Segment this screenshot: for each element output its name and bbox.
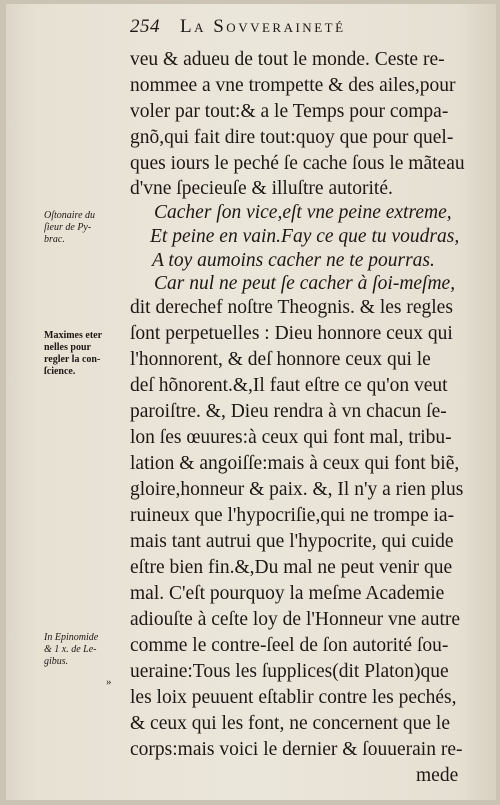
verse-line: Cacher ſon vice,eſt vne peine extreme,	[154, 202, 452, 223]
margin-note-line: nelles pour	[44, 342, 91, 353]
margin-note-maximes	[44, 330, 102, 378]
verse-line: A toy aumoins cacher ne te pourras.	[152, 250, 435, 271]
margin-note-line: brac.	[44, 234, 65, 245]
text-line: l'honnorent, & deſ honnore ceux qui le	[130, 349, 431, 370]
text-line: adiouſte à ceſte loy de l'Honneur vne autre	[130, 609, 461, 630]
text-line: voler par tout:& a le Temps pour compa-	[130, 101, 449, 122]
text-line: ueraine:Tous les ſupplices(dit Platon)que	[130, 661, 449, 682]
text-line: ruineux que l'hypocriſie,qui ne trompe ia-	[130, 505, 455, 526]
page-header	[130, 16, 346, 38]
text-line: les loix peuuent eſtablir contre les pechés,	[130, 687, 457, 708]
verse-line: Car nul ne peut ſe cacher à ſoi-meſme,	[154, 273, 456, 294]
text-line: veu & adueu de tout le monde. Ceste re-	[130, 49, 445, 70]
margin-note-line: ſieur de Py-	[44, 222, 92, 233]
text-line: eſtre bien fin.&,Du mal ne peut venir que	[130, 557, 453, 578]
running-title: La Sovveraineté	[180, 16, 346, 37]
margin-note-line: gibus.	[44, 656, 69, 667]
verse-line: Et peine en vain.Fay ce que tu voudras,	[150, 226, 460, 247]
margin-note-theognis	[44, 210, 95, 246]
text-line: ſont perpetuelles : Dieu honnore ceux qui	[130, 323, 453, 344]
text-line: ques iours le peché ſe cache ſous le mãteau	[130, 153, 465, 174]
margin-note-epinomide	[44, 632, 98, 668]
text-line: mede	[416, 765, 459, 786]
book-page	[6, 4, 496, 800]
text-line: mais tant autrui que l'hypocrite, qui cuide	[130, 531, 454, 552]
text-line: lon ſes œuures:à ceux qui font mal, tribu-	[130, 427, 452, 448]
quotation-mark: »	[106, 676, 112, 688]
text-line: mal. C'eſt pourquoy la meſme Academie	[130, 583, 445, 604]
text-line: comme le contre-ſeel de ſon autorité ſou-	[130, 635, 449, 656]
margin-note-line: & 1 x. de Le-	[44, 644, 97, 655]
text-line: deſ hõnorent.&,Il faut eſtre ce qu'on veut	[130, 375, 448, 396]
margin-note-line: In Epinomide	[44, 632, 99, 643]
text-line: gloire,honneur & paix. &, Il n'y a rien plus	[130, 479, 464, 500]
text-line: nommee a vne trompette & des ailes,pour	[130, 75, 456, 96]
text-line: corps:mais voici le dernier & ſouuerain re-	[130, 739, 463, 760]
margin-note-line: Maximes eter	[44, 330, 103, 341]
margin-note-line: regler la con-	[44, 354, 101, 365]
margin-note-line: Oſtonaire du	[44, 210, 96, 221]
page-number: 254	[130, 16, 160, 37]
margin-note-line: ſcience.	[44, 366, 76, 377]
text-line: d'vne ſpecieuſe & illuſtre autorité.	[130, 178, 393, 199]
text-line: paroiſtre. &, Dieu rendra à vn chacun ſe-	[130, 401, 447, 422]
text-line: gnõ,qui fait dire tout:quoy que pour quel-	[130, 127, 454, 148]
text-line: dit derechef noſtre Theognis. & les regles	[130, 297, 453, 318]
text-line: & ceux qui les font, ne concernent que le	[130, 713, 451, 734]
text-line: lation & angoiſſe:mais à ceux qui font biẽ,	[130, 453, 460, 474]
